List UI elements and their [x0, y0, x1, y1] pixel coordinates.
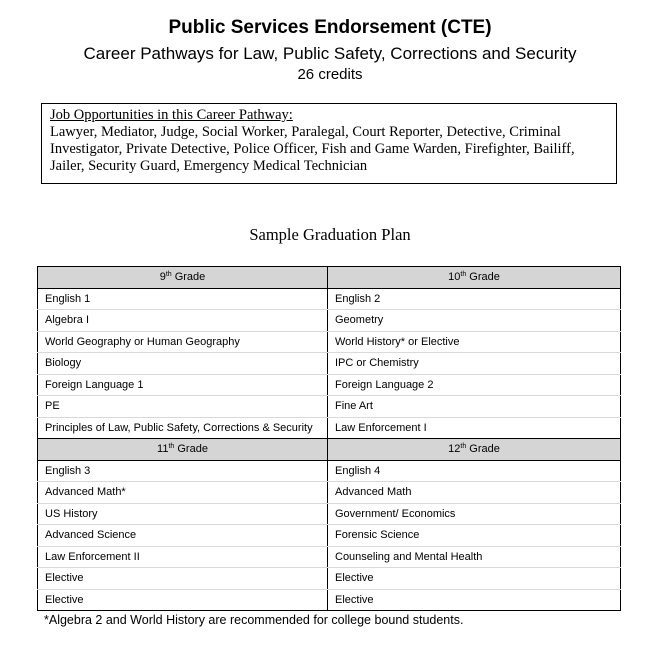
graduation-plan-table: [37, 266, 621, 611]
course-cell: Government/ Economics: [328, 503, 621, 525]
course-cell: Fine Art: [328, 396, 621, 418]
course-cell: Elective: [328, 589, 621, 611]
course-cell: Algebra I: [38, 310, 328, 332]
table-row: [38, 353, 621, 375]
course-cell: English 4: [328, 460, 621, 482]
course-cell: English 1: [38, 288, 328, 310]
course-cell: PE: [38, 396, 328, 418]
course-cell: Elective: [328, 568, 621, 590]
table-row: [38, 589, 621, 611]
course-cell: World Geography or Human Geography: [38, 331, 328, 353]
course-cell: Law Enforcement II: [38, 546, 328, 568]
job-opportunities-list: Lawyer, Mediator, Judge, Social Worker, Paralegal, Court Reporter, Detective, Criminal Investigator, Private Detective, Police Officer, Fish and Game Warden, Firefighter, Bailiff, Jailer, Security Guard, Emergency Medical Technician: [50, 124, 575, 174]
course-cell: Foreign Language 1: [38, 374, 328, 396]
grade-header-10: 10th Grade: [328, 267, 621, 289]
table-row: [38, 546, 621, 568]
graduation-plan-title: Sample Graduation Plan: [249, 225, 411, 244]
table-row: [38, 503, 621, 525]
course-cell: Foreign Language 2: [328, 374, 621, 396]
course-cell: Advanced Math: [328, 482, 621, 504]
table-row: [38, 396, 621, 418]
page-title: Public Services Endorsement (CTE): [168, 17, 492, 38]
grade-header-12: 12th Grade: [328, 439, 621, 461]
grade-header-row: [38, 439, 621, 461]
course-cell: World History* or Elective: [328, 331, 621, 353]
table-row: [38, 331, 621, 353]
table-row: [38, 374, 621, 396]
job-opportunities-heading: Job Opportunities in this Career Pathway:: [50, 107, 293, 123]
course-cell: Geometry: [328, 310, 621, 332]
page-subtitle: Career Pathways for Law, Public Safety, Corrections and Security: [83, 44, 577, 63]
table-row: [38, 525, 621, 547]
course-cell: Forensic Science: [328, 525, 621, 547]
grade-header-11: 11th Grade: [38, 439, 328, 461]
course-cell: English 3: [38, 460, 328, 482]
grade-header-row: [38, 267, 621, 289]
course-cell: Biology: [38, 353, 328, 375]
table-row: [38, 568, 621, 590]
course-cell: Advanced Math*: [38, 482, 328, 504]
footnote: *Algebra 2 and World History are recommended for college bound students.: [44, 613, 464, 627]
course-cell: Advanced Science: [38, 525, 328, 547]
grade-header-9: 9th Grade: [38, 267, 328, 289]
course-cell: Counseling and Mental Health: [328, 546, 621, 568]
course-cell: IPC or Chemistry: [328, 353, 621, 375]
course-cell: Principles of Law, Public Safety, Corrections & Security: [38, 417, 328, 439]
credits-label: 26 credits: [297, 66, 363, 83]
table-row: [38, 417, 621, 439]
table-row: [38, 310, 621, 332]
course-cell: English 2: [328, 288, 621, 310]
table-row: [38, 460, 621, 482]
job-opportunities-box: [41, 103, 617, 184]
course-cell: US History: [38, 503, 328, 525]
course-cell: Law Enforcement I: [328, 417, 621, 439]
table-row: [38, 288, 621, 310]
course-cell: Elective: [38, 568, 328, 590]
table-row: [38, 482, 621, 504]
course-cell: Elective: [38, 589, 328, 611]
